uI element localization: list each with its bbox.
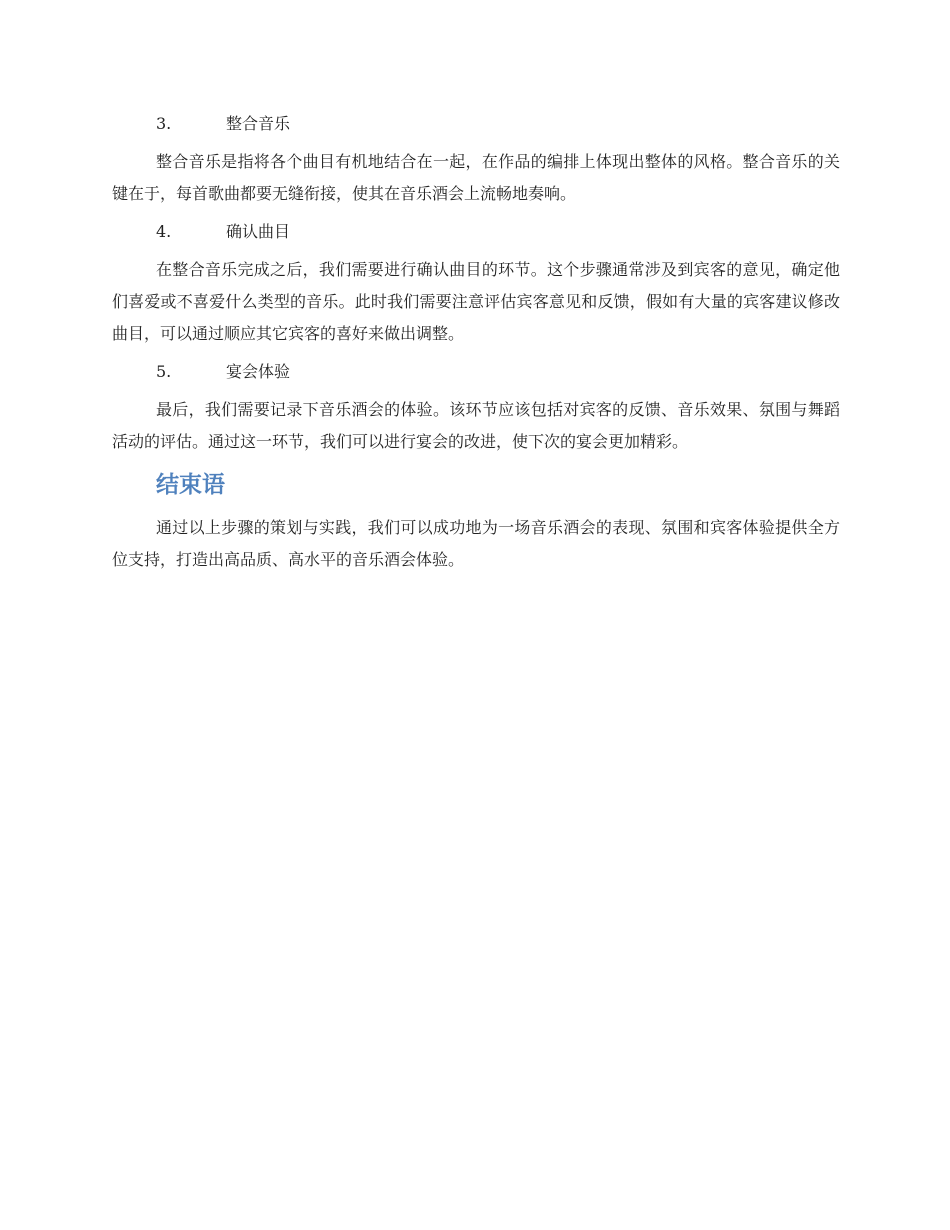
- step-paragraph-5: 最后，我们需要记录下音乐酒会的体验。该环节应该包括对宾客的反馈、音乐效果、氛围与舞蹈活动的评估。通过这一环节，我们可以进行宴会的改进，使下次的宴会更加精彩。: [112, 400, 840, 451]
- conclusion-paragraph: 通过以上步骤的策划与实践，我们可以成功地为一场音乐酒会的表现、氛围和宾客体验提供全方位支持，打造出高品质、高水平的音乐酒会体验。: [112, 518, 840, 569]
- step-paragraph-4: 在整合音乐完成之后，我们需要进行确认曲目的环节。这个步骤通常涉及到宾客的意见，确定他们喜爱或不喜爱什么类型的音乐。此时我们需要注意评估宾客意见和反馈，假如有大量的宾客建议修改曲目，可以通过顺应其它宾客的喜好来做出调整。: [112, 260, 840, 343]
- step-number: 5.: [156, 362, 172, 381]
- step-title: 宴会体验: [226, 362, 291, 381]
- step-number: 3.: [156, 114, 172, 133]
- conclusion-title: 结束语: [156, 472, 225, 498]
- step-paragraph-3: 整合音乐是指将各个曲目有机地结合在一起，在作品的编排上体现出整体的风格。整合音乐的关键在于，每首歌曲都要无缝衔接，使其在音乐酒会上流畅地奏响。: [112, 152, 840, 203]
- step-heading-4: [112, 216, 840, 248]
- step-heading-3: [112, 108, 840, 140]
- step-title: 确认曲目: [226, 222, 291, 241]
- step-number: 4.: [156, 222, 172, 241]
- step-heading-5: [112, 356, 840, 388]
- document-page: [112, 108, 840, 582]
- step-title: 整合音乐: [226, 114, 291, 133]
